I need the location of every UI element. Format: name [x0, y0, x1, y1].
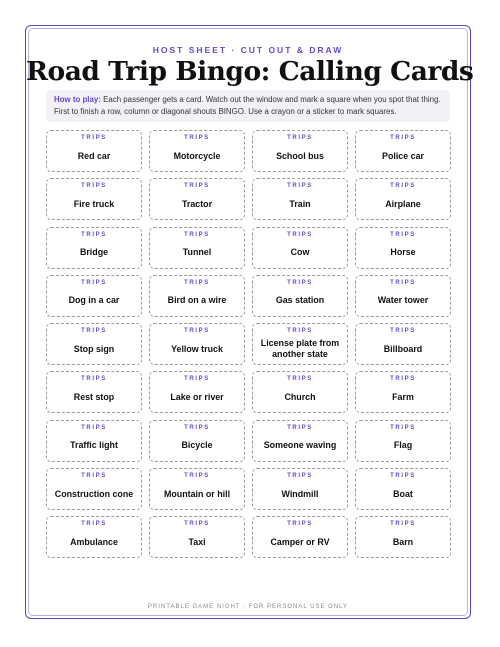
card-category-tag: TRIPS — [81, 521, 107, 528]
card-label: Flag — [393, 440, 413, 451]
card-category-tag: TRIPS — [184, 424, 210, 431]
calling-card — [355, 178, 451, 220]
card-label: Bird on a wire — [167, 295, 227, 306]
calling-card — [46, 178, 142, 220]
calling-card — [355, 516, 451, 558]
card-category-tag: TRIPS — [184, 521, 210, 528]
card-label: Water tower — [377, 295, 429, 306]
how-to-play-label: How to play: — [54, 95, 101, 104]
calling-card-grid — [46, 130, 452, 558]
calling-card — [252, 468, 348, 510]
calling-card — [149, 516, 245, 558]
card-category-tag: TRIPS — [390, 183, 416, 190]
calling-card — [355, 275, 451, 317]
card-category-tag: TRIPS — [287, 183, 313, 190]
card-label: Boat — [393, 488, 413, 499]
card-category-tag: TRIPS — [287, 328, 313, 335]
card-label: Rest stop — [73, 391, 115, 402]
card-label: School bus — [276, 150, 324, 161]
card-label: Lake or river — [170, 391, 224, 402]
card-label: Red car — [77, 150, 111, 161]
calling-card — [252, 275, 348, 317]
card-category-tag: TRIPS — [287, 376, 313, 383]
card-category-tag: TRIPS — [390, 279, 416, 286]
card-label: Church — [284, 391, 316, 402]
card-category-tag: TRIPS — [287, 473, 313, 480]
calling-card — [149, 130, 245, 172]
calling-card — [46, 275, 142, 317]
card-category-tag: TRIPS — [81, 424, 107, 431]
card-category-tag: TRIPS — [184, 328, 210, 335]
card-label: Motorcycle — [173, 150, 221, 161]
card-label: Mountain or hill — [163, 488, 231, 499]
calling-card — [46, 227, 142, 269]
card-label: License plate from another state — [260, 338, 340, 360]
how-to-play-text: Each passenger gets a card. Watch out the window and mark a square when you spot that thing. First to finish a row, column or diagonal shouts BINGO. Use a crayon or a sticker to mark squares. — [54, 95, 441, 116]
card-label: Dog in a car — [68, 295, 120, 306]
card-label: Bridge — [79, 247, 109, 258]
card-label: Stop sign — [73, 343, 115, 354]
calling-card — [252, 323, 348, 365]
card-category-tag: TRIPS — [287, 231, 313, 238]
card-category-tag: TRIPS — [184, 183, 210, 190]
card-category-tag: TRIPS — [390, 521, 416, 528]
calling-card — [46, 468, 142, 510]
card-category-tag: TRIPS — [390, 135, 416, 141]
calling-card — [149, 178, 245, 220]
card-category-tag: TRIPS — [81, 135, 107, 141]
card-label: Cow — [290, 247, 310, 258]
host-sheet — [25, 25, 474, 619]
card-category-tag: TRIPS — [81, 231, 107, 238]
card-category-tag: TRIPS — [81, 183, 107, 190]
card-label: Bicycle — [181, 440, 213, 451]
card-category-tag: TRIPS — [287, 279, 313, 286]
card-category-tag: TRIPS — [287, 424, 313, 431]
card-category-tag: TRIPS — [287, 135, 313, 141]
calling-card — [252, 227, 348, 269]
card-category-tag: TRIPS — [81, 279, 107, 286]
page-title: Road Trip Bingo: Calling Cards — [26, 56, 474, 87]
card-category-tag: TRIPS — [390, 328, 416, 335]
card-label: Barn — [392, 536, 414, 547]
card-label: Police car — [382, 150, 424, 161]
card-category-tag: TRIPS — [390, 473, 416, 480]
card-category-tag: TRIPS — [184, 279, 210, 286]
card-category-tag: TRIPS — [287, 521, 313, 528]
card-label: Train — [289, 198, 311, 209]
calling-card — [149, 227, 245, 269]
calling-card — [46, 130, 142, 172]
card-label: Horse — [390, 247, 416, 258]
card-label: Airplane — [385, 198, 421, 209]
card-label: Traffic light — [70, 440, 118, 451]
card-label: Construction cone — [54, 488, 134, 499]
calling-card — [149, 420, 245, 462]
calling-card — [46, 323, 142, 365]
card-category-tag: TRIPS — [184, 376, 210, 383]
card-label: Someone waving — [263, 440, 337, 451]
calling-card — [355, 130, 451, 172]
card-category-tag: TRIPS — [390, 376, 416, 383]
card-label: Camper or RV — [270, 536, 330, 547]
calling-card — [252, 371, 348, 413]
calling-card — [149, 468, 245, 510]
card-label: Fire truck — [73, 198, 115, 209]
calling-card — [149, 323, 245, 365]
card-label: Tunnel — [182, 247, 212, 258]
calling-card — [46, 371, 142, 413]
card-label: Farm — [392, 391, 414, 402]
calling-card — [252, 516, 348, 558]
card-category-tag: TRIPS — [390, 424, 416, 431]
calling-card — [355, 323, 451, 365]
card-label: Ambulance — [70, 536, 118, 547]
card-label: Taxi — [188, 536, 206, 547]
card-category-tag: TRIPS — [184, 135, 210, 141]
card-category-tag: TRIPS — [390, 231, 416, 238]
calling-card — [355, 371, 451, 413]
card-category-tag: TRIPS — [81, 328, 107, 335]
calling-card — [355, 468, 451, 510]
calling-card — [149, 275, 245, 317]
card-category-tag: TRIPS — [184, 473, 210, 480]
calling-card — [355, 420, 451, 462]
card-label: Windmill — [281, 488, 319, 499]
calling-card — [252, 130, 348, 172]
calling-card — [355, 227, 451, 269]
sheet-kicker: HOST SHEET · CUT OUT & DRAW — [152, 45, 344, 55]
calling-card — [149, 371, 245, 413]
card-label: Yellow truck — [171, 343, 223, 354]
calling-card — [252, 420, 348, 462]
card-label: Billboard — [383, 343, 423, 354]
card-label: Tractor — [181, 198, 213, 209]
card-category-tag: TRIPS — [184, 231, 210, 238]
calling-card — [46, 420, 142, 462]
calling-card — [252, 178, 348, 220]
how-to-play-box — [46, 90, 450, 122]
card-category-tag: TRIPS — [81, 376, 107, 383]
calling-card — [46, 516, 142, 558]
card-label: Gas station — [275, 295, 325, 306]
card-category-tag: TRIPS — [81, 473, 107, 480]
page-footer: PRINTABLE GAME NIGHT · FOR PERSONAL USE ONLY — [147, 604, 349, 610]
